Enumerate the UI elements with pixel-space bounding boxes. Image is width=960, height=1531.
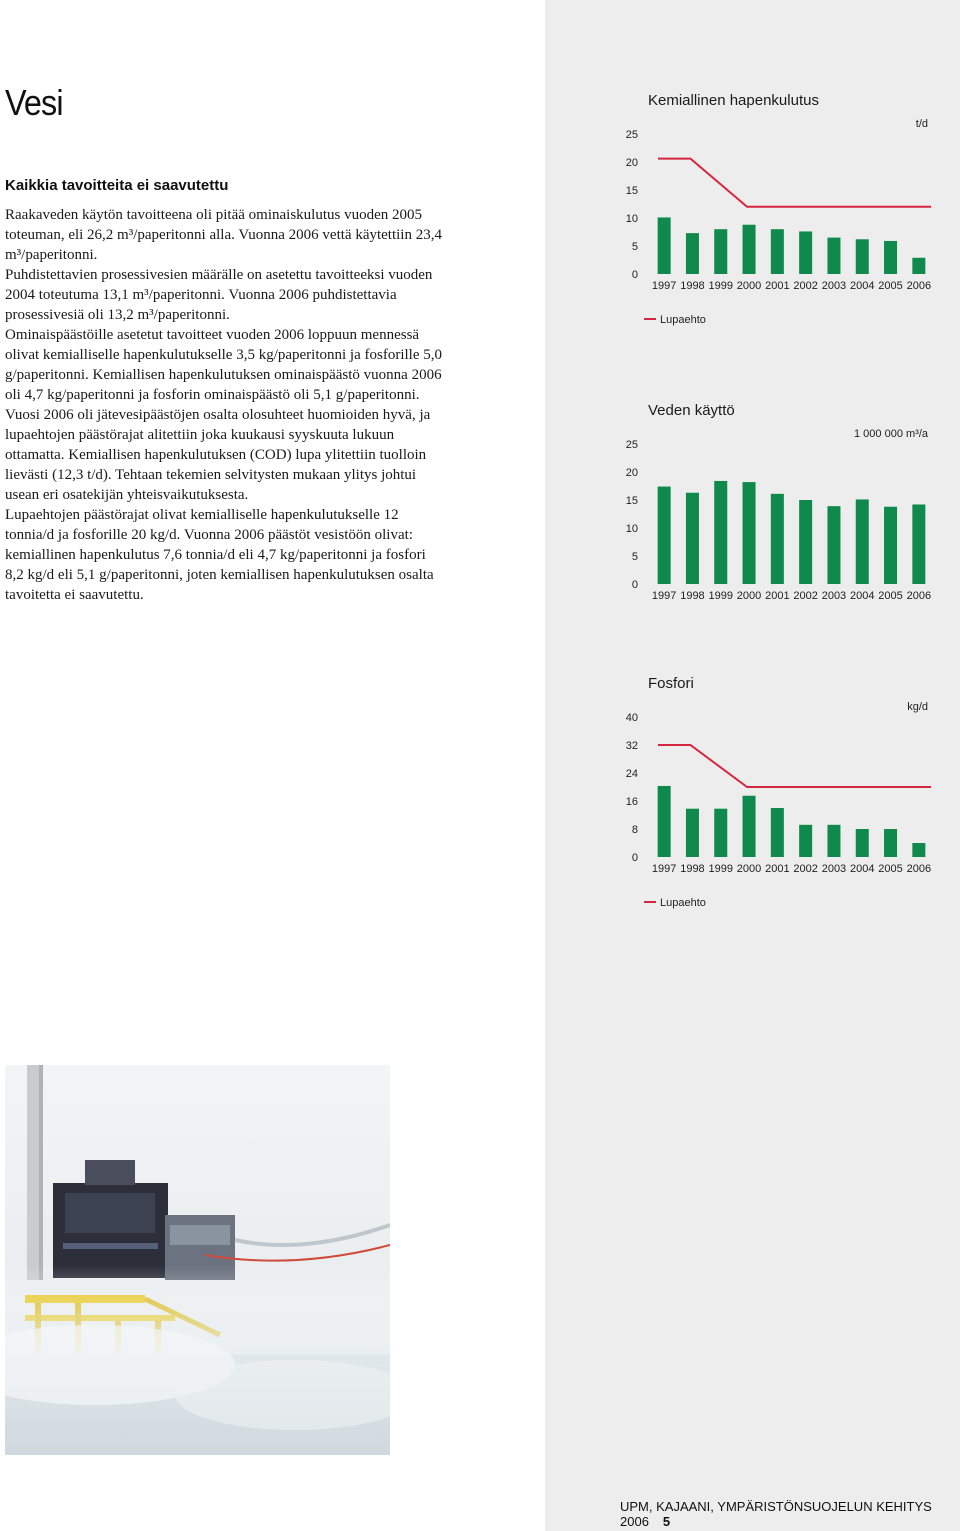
- y-tick-label: 10: [625, 523, 638, 535]
- y-tick-label: 24: [625, 768, 638, 780]
- bar-2006: [912, 504, 925, 584]
- y-tick-label: 20: [625, 157, 638, 169]
- y-tick-label: 32: [625, 740, 638, 752]
- x-tick-label: 2001: [765, 590, 790, 602]
- y-tick-label: 0: [631, 852, 638, 864]
- x-tick-label: 1998: [680, 280, 705, 292]
- x-tick-label: 2002: [793, 280, 818, 292]
- bar-2004: [856, 829, 869, 857]
- footer-text: UPM, KAJAANI, YMPÄRISTÖNSUOJELUN KEHITYS 2006: [620, 1499, 932, 1529]
- bar-1998: [686, 809, 699, 857]
- y-tick-label: 25: [625, 439, 638, 451]
- x-tick-label: 2005: [878, 863, 903, 875]
- y-tick-label: 0: [631, 579, 638, 591]
- bar-2001: [771, 229, 784, 274]
- chart-title: Veden käyttö: [648, 402, 735, 419]
- bar-2006: [912, 258, 925, 274]
- x-tick-label: 1999: [708, 280, 733, 292]
- bar-2001: [771, 808, 784, 857]
- bar-2000: [743, 482, 756, 584]
- bar-2004: [856, 499, 869, 584]
- bar-2002: [799, 500, 812, 584]
- page-number: 5: [662, 1514, 671, 1529]
- chart-cod-svg: [600, 85, 950, 335]
- chart-unit-label: t/d: [915, 118, 928, 130]
- y-tick-label: 10: [625, 213, 638, 225]
- paragraph: Raakaveden käytön tavoitteena oli pitää ominaiskulutus vuoden 2005 toteuman, eli 26,2 m³/paperitonni alla. Vuonna 2006 vettä käytettiin 23,4 m³/paperitonni.: [5, 207, 442, 263]
- bar-1997: [658, 217, 671, 274]
- bar-2006: [912, 843, 925, 857]
- x-tick-label: 1997: [651, 863, 677, 875]
- x-tick-label: 2001: [765, 280, 790, 292]
- section-subheading: Kaikkia tavoitteita ei saavutettu: [5, 177, 229, 194]
- y-tick-label: 25: [625, 129, 638, 141]
- page-title: Vesi: [5, 82, 63, 123]
- bar-2002: [799, 825, 812, 857]
- y-tick-label: 15: [625, 185, 638, 197]
- x-tick-label: 2005: [878, 590, 903, 602]
- y-tick-label: 16: [625, 796, 638, 808]
- bar-1997: [658, 786, 671, 857]
- mill-photo-image: [5, 1065, 390, 1455]
- x-tick-label: 2002: [793, 863, 818, 875]
- chart-phosphorus-svg: [600, 668, 950, 918]
- bar-2002: [799, 231, 812, 274]
- legend-label: Lupaehto: [660, 897, 706, 909]
- chart-water-use: [600, 395, 950, 610]
- paragraph: Vuosi 2006 oli jätevesipäästöjen osalta olosuhteet huomioiden hyvä, ja lupaehtojen päästörajat alitettiin joka kuukausi syyskuuta lukuun ottamatta. Kemiallisen hapenkulutuksen (COD) lupa ylitettiin tuolloin lievästi (12,3 t/d). Tehtaan tekemien selvitysten mukaan ylitys johtui usean eri osatekijän yhteisvaikutuksesta.: [5, 407, 431, 503]
- bar-2000: [743, 225, 756, 274]
- bar-2000: [743, 796, 756, 857]
- x-tick-label: 1998: [680, 863, 705, 875]
- x-tick-label: 1997: [651, 280, 677, 292]
- chart-phosphorus: [600, 668, 950, 918]
- bar-2001: [771, 494, 784, 584]
- limit-line: [658, 745, 931, 787]
- bar-2005: [884, 829, 897, 857]
- paragraph: Ominaispäästöille asetetut tavoitteet vuoden 2006 loppuun mennessä olivat kemialliselle hapenkulutukselle 3,5 kg/paperitonni ja fosforille 5,0 g/paperitonni. Kemiallisen hapenkulutuksen ominaispäästö vuonna 2006 oli 4,7 kg/paperitonni ja fosforin ominaispäästö oli 5,1 g/paperitonni.: [5, 327, 442, 403]
- x-tick-label: 2001: [765, 863, 790, 875]
- y-tick-label: 15: [625, 495, 638, 507]
- y-tick-label: 20: [625, 467, 638, 479]
- paragraph: Lupaehtojen päästörajat olivat kemialliselle hapenkulutukselle 12 tonnia/d ja fosforille 20 kg/d. Vuonna 2006 päästöt vesistöön olivat: kemiallinen hapenkulutus 7,6 tonnia/d eli 4,7 kg/paperitonni ja fosfori 8,2 kg/d eli 5,1 g/paperitonni, joten kemiallisen hapenkulutuksen osalta tavoitetta ei saavutettu.: [5, 507, 434, 603]
- x-tick-label: 1998: [680, 590, 705, 602]
- bar-2003: [827, 238, 840, 274]
- bar-2003: [827, 825, 840, 857]
- bar-1999: [714, 229, 727, 274]
- legend-label: Lupaehto: [660, 314, 706, 326]
- chart-unit-label: kg/d: [907, 701, 928, 713]
- x-tick-label: 2003: [821, 280, 847, 292]
- x-tick-label: 2002: [793, 590, 818, 602]
- bar-1999: [714, 809, 727, 857]
- bar-2005: [884, 507, 897, 584]
- chart-water-use-svg: [600, 395, 950, 610]
- x-tick-label: 2004: [850, 280, 875, 292]
- x-tick-label: 2006: [906, 280, 932, 292]
- chart-cod: [600, 85, 950, 335]
- x-tick-label: 2004: [850, 590, 875, 602]
- x-tick-label: 2003: [821, 590, 847, 602]
- chart-title: Kemiallinen hapenkulutus: [648, 92, 819, 109]
- x-tick-label: 1999: [708, 590, 733, 602]
- bar-1997: [658, 487, 671, 584]
- page-footer: [620, 1499, 960, 1529]
- y-tick-label: 0: [631, 269, 638, 281]
- x-tick-label: 2000: [736, 863, 762, 875]
- x-tick-label: 2000: [736, 280, 762, 292]
- chart-title: Fosfori: [648, 675, 694, 692]
- x-tick-label: 2006: [906, 863, 932, 875]
- bar-1998: [686, 493, 699, 584]
- y-tick-label: 8: [631, 824, 638, 836]
- chart-unit-label: 1 000 000 m³/a: [854, 428, 928, 440]
- limit-line: [658, 159, 931, 207]
- bar-2004: [856, 239, 869, 274]
- y-tick-label: 5: [631, 551, 638, 563]
- mill-photo: [5, 1065, 390, 1455]
- x-tick-label: 2006: [906, 590, 932, 602]
- x-tick-label: 1997: [651, 590, 677, 602]
- paragraph: Puhdistettavien prosessivesien määrälle on asetettu tavoitteeksi vuoden 2004 toteutuma 13,1 m³/paperitonni. Vuonna 2006 puhdistettavia prosessivesiä oli 13,2 m³/paperitonni.: [5, 267, 433, 323]
- x-tick-label: 2003: [821, 863, 847, 875]
- bar-1998: [686, 233, 699, 274]
- bar-2003: [827, 506, 840, 584]
- bar-1999: [714, 481, 727, 584]
- x-tick-label: 2005: [878, 280, 903, 292]
- x-tick-label: 2000: [736, 590, 762, 602]
- body-text: [5, 205, 445, 605]
- bar-2005: [884, 241, 897, 274]
- y-tick-label: 5: [631, 241, 638, 253]
- x-tick-label: 2004: [850, 863, 875, 875]
- y-tick-label: 40: [625, 712, 638, 724]
- x-tick-label: 1999: [708, 863, 733, 875]
